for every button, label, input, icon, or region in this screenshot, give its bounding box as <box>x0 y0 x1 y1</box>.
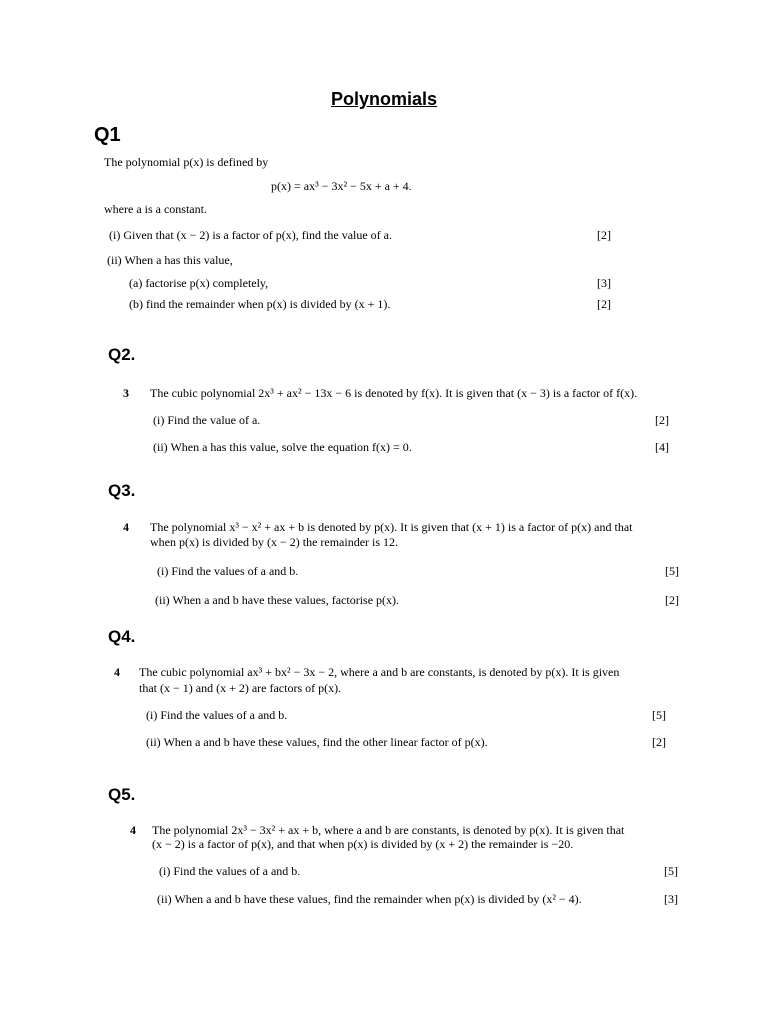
q4-part-ii: (ii) When a and b have these values, find the other linear factor of p(x). <box>146 735 488 749</box>
q1-part-b-mark: [2] <box>597 297 611 311</box>
q3-part-i: (i) Find the values of a and b. <box>157 564 299 578</box>
q2-part-i: (i) Find the value of a. <box>153 413 261 427</box>
q1-where: where a is a constant. <box>104 202 207 216</box>
q1-part-i: (i) Given that (x − 2) is a factor of p(x), find the value of a. <box>109 228 393 242</box>
q1-part-b: (b) find the remainder when p(x) is divided by (x + 1). <box>129 297 391 311</box>
q5-part-ii: (ii) When a and b have these values, find the remainder when p(x) is divided by (x² − 4). <box>157 892 582 906</box>
q1-part-ii: (ii) When a has this value, <box>107 253 233 267</box>
q4-stem-line2: that (x − 1) and (x + 2) are factors of p(x). <box>139 681 342 695</box>
page-title: Polynomials <box>330 89 438 109</box>
q2-number: 3 <box>123 386 129 400</box>
q1-intro: The polynomial p(x) is defined by <box>104 155 269 169</box>
q1-part-a: (a) factorise p(x) completely, <box>129 276 269 290</box>
q2-stem: The cubic polynomial 2x³ + ax² − 13x − 6 is denoted by f(x). It is given that (x − 3) is a factor of f(x). <box>150 386 638 400</box>
q1-part-a-mark: [3] <box>597 276 611 290</box>
q5-part-i-mark: [5] <box>664 864 678 878</box>
q3-part-ii: (ii) When a and b have these values, factorise p(x). <box>155 593 400 607</box>
q4-part-i: (i) Find the values of a and b. <box>146 708 288 722</box>
q3-part-ii-mark: [2] <box>665 593 679 607</box>
q4-stem-line1: The cubic polynomial ax³ + bx² − 3x − 2, where a and b are constants, is denoted by p(x). It is given <box>139 665 620 679</box>
q1-heading: Q1 <box>94 124 121 146</box>
q3-heading: Q3. <box>108 481 136 500</box>
q3-part-i-mark: [5] <box>665 564 679 578</box>
q5-heading: Q5. <box>108 785 136 804</box>
q1-equation: p(x) = ax³ − 3x² − 5x + a + 4. <box>271 179 412 193</box>
q2-part-ii: (ii) When a has this value, solve the equation f(x) = 0. <box>153 440 412 454</box>
q4-part-ii-mark: [2] <box>652 735 666 749</box>
q2-part-ii-mark: [4] <box>655 440 669 454</box>
q3-number: 4 <box>123 520 129 534</box>
q5-part-i: (i) Find the values of a and b. <box>159 864 301 878</box>
q4-heading: Q4. <box>108 627 136 646</box>
q5-part-ii-mark: [3] <box>664 892 678 906</box>
q1-part-i-mark: [2] <box>597 228 611 242</box>
q5-number: 4 <box>130 823 136 837</box>
q3-stem-line2: when p(x) is divided by (x − 2) the remainder is 12. <box>150 535 399 549</box>
q5-stem-line1: The polynomial 2x³ − 3x² + ax + b, where a and b are constants, is denoted by p(x). It is given that <box>152 823 625 837</box>
q2-heading: Q2. <box>108 345 136 364</box>
q4-number: 4 <box>114 665 120 679</box>
q3-stem-line1: The polynomial x³ − x² + ax + b is denoted by p(x). It is given that (x + 1) is a factor of p(x) and that <box>150 520 633 534</box>
q4-part-i-mark: [5] <box>652 708 666 722</box>
q5-stem-line2: (x − 2) is a factor of p(x), and that when p(x) is divided by (x + 2) the remainder is −20. <box>152 837 574 851</box>
q2-part-i-mark: [2] <box>655 413 669 427</box>
